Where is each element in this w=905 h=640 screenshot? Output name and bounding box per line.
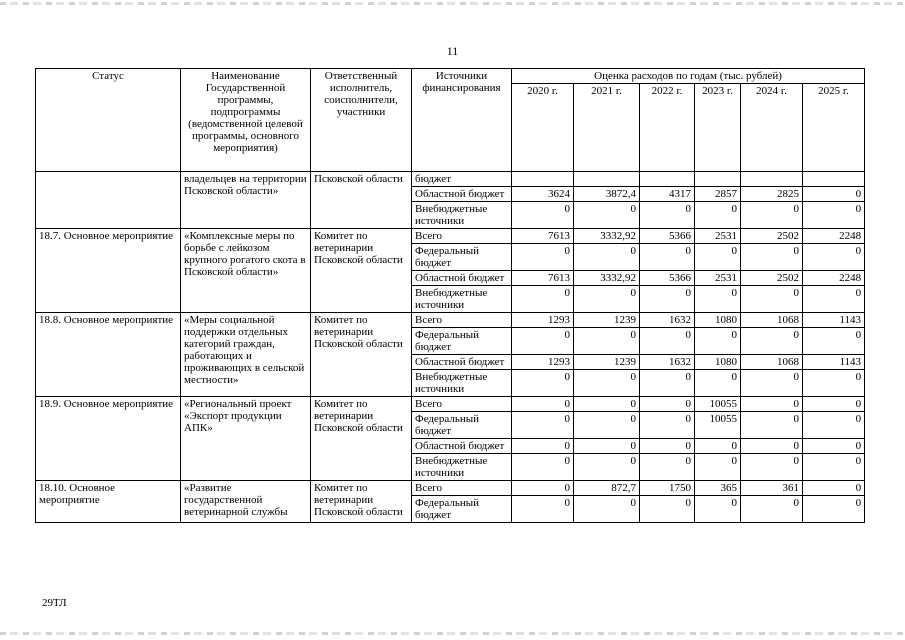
amount-cell: 2502 bbox=[741, 271, 803, 286]
amount-cell: 0 bbox=[574, 454, 640, 481]
amount-cell: 0 bbox=[640, 244, 695, 271]
amount-cell: 10055 bbox=[695, 397, 741, 412]
funding-source: Федеральный бюджет bbox=[412, 328, 512, 355]
table-row bbox=[36, 481, 865, 496]
amount-cell: 0 bbox=[574, 244, 640, 271]
amount-cell: 0 bbox=[640, 496, 695, 523]
amount-cell: 0 bbox=[640, 439, 695, 454]
amount-cell: 0 bbox=[803, 454, 865, 481]
table-row bbox=[36, 229, 865, 244]
amount-cell: 3872,4 bbox=[574, 187, 640, 202]
amount-cell: 0 bbox=[695, 202, 741, 229]
amount-cell: 1632 bbox=[640, 313, 695, 328]
amount-cell: 0 bbox=[741, 370, 803, 397]
group-status: 18.8. Основное мероприятие bbox=[36, 313, 181, 397]
funding-source: Федеральный бюджет bbox=[412, 412, 512, 439]
amount-cell: 3332,92 bbox=[574, 229, 640, 244]
amount-cell: 0 bbox=[741, 328, 803, 355]
header-sources: Источники финансирования bbox=[412, 69, 512, 172]
group-responsible: Комитет по ветеринарии Псковской области bbox=[311, 313, 412, 397]
amount-cell: 1080 bbox=[695, 355, 741, 370]
amount-cell: 0 bbox=[803, 481, 865, 496]
funding-source: Всего bbox=[412, 481, 512, 496]
amount-cell: 0 bbox=[512, 439, 574, 454]
amount-cell: 0 bbox=[741, 439, 803, 454]
amount-cell: 0 bbox=[512, 244, 574, 271]
amount-cell: 0 bbox=[803, 397, 865, 412]
amount-cell: 0 bbox=[803, 328, 865, 355]
amount-cell: 0 bbox=[574, 412, 640, 439]
scan-artifact-bottom bbox=[0, 632, 905, 635]
amount-cell: 0 bbox=[695, 370, 741, 397]
amount-cell: 0 bbox=[741, 496, 803, 523]
amount-cell: 2502 bbox=[741, 229, 803, 244]
amount-cell: 0 bbox=[512, 412, 574, 439]
header-responsible: Ответственный исполнитель, соисполнители, участники bbox=[311, 69, 412, 172]
amount-cell: 0 bbox=[640, 397, 695, 412]
funding-source: Областной бюджет bbox=[412, 439, 512, 454]
amount-cell: 4317 bbox=[640, 187, 695, 202]
amount-cell: 0 bbox=[803, 412, 865, 439]
amount-cell: 3332,92 bbox=[574, 271, 640, 286]
header-status: Статус bbox=[36, 69, 181, 172]
group-name: «Региональный проект «Экспорт продукции АПК» bbox=[181, 397, 311, 481]
header-year: 2020 г. bbox=[512, 84, 574, 172]
amount-cell bbox=[512, 172, 574, 187]
amount-cell: 0 bbox=[640, 454, 695, 481]
amount-cell: 0 bbox=[512, 397, 574, 412]
amount-cell: 0 bbox=[640, 286, 695, 313]
amount-cell: 0 bbox=[512, 481, 574, 496]
header-year: 2023 г. bbox=[695, 84, 741, 172]
group-responsible: Комитет по ветеринарии Псковской области bbox=[311, 481, 412, 523]
funding-source: Областной бюджет bbox=[412, 355, 512, 370]
funding-source: Внебюджетные источники bbox=[412, 454, 512, 481]
funding-source: Внебюджетные источники bbox=[412, 286, 512, 313]
amount-cell: 0 bbox=[512, 328, 574, 355]
funding-source: Федеральный бюджет bbox=[412, 496, 512, 523]
amount-cell: 0 bbox=[695, 496, 741, 523]
amount-cell: 2531 bbox=[695, 271, 741, 286]
amount-cell: 1068 bbox=[741, 355, 803, 370]
amount-cell: 0 bbox=[695, 328, 741, 355]
amount-cell: 0 bbox=[574, 397, 640, 412]
budget-table bbox=[35, 68, 865, 523]
amount-cell: 1293 bbox=[512, 313, 574, 328]
amount-cell: 0 bbox=[741, 412, 803, 439]
amount-cell: 0 bbox=[640, 202, 695, 229]
amount-cell: 1080 bbox=[695, 313, 741, 328]
group-responsible: Комитет по ветеринарии Псковской области bbox=[311, 397, 412, 481]
amount-cell: 1143 bbox=[803, 355, 865, 370]
header-year: 2024 г. bbox=[741, 84, 803, 172]
amount-cell: 0 bbox=[512, 454, 574, 481]
group-status: 18.10. Основное мероприятие bbox=[36, 481, 181, 523]
footer-code: 29ТЛ bbox=[42, 597, 67, 609]
funding-source: Внебюджетные источники bbox=[412, 370, 512, 397]
amount-cell: 365 bbox=[695, 481, 741, 496]
amount-cell: 1143 bbox=[803, 313, 865, 328]
amount-cell: 7613 bbox=[512, 271, 574, 286]
amount-cell: 0 bbox=[803, 187, 865, 202]
funding-source: Всего bbox=[412, 397, 512, 412]
amount-cell: 0 bbox=[741, 286, 803, 313]
header-costs: Оценка расходов по годам (тыс. рублей) bbox=[512, 69, 865, 84]
amount-cell: 0 bbox=[741, 244, 803, 271]
funding-source: Внебюджетные источники bbox=[412, 202, 512, 229]
amount-cell: 0 bbox=[695, 244, 741, 271]
amount-cell bbox=[695, 172, 741, 187]
table-row bbox=[36, 172, 865, 187]
amount-cell: 5366 bbox=[640, 271, 695, 286]
table-row bbox=[36, 397, 865, 412]
funding-source: бюджет bbox=[412, 172, 512, 187]
amount-cell: 0 bbox=[803, 370, 865, 397]
group-responsible: Комитет по ветеринарии Псковской области bbox=[311, 229, 412, 313]
amount-cell: 7613 bbox=[512, 229, 574, 244]
group-responsible: Псковской области bbox=[311, 172, 412, 229]
amount-cell: 361 bbox=[741, 481, 803, 496]
amount-cell: 0 bbox=[512, 202, 574, 229]
group-name: «Меры социальной поддержки отдельных категорий граждан, работающих и проживающих в сельской местности» bbox=[181, 313, 311, 397]
amount-cell: 0 bbox=[803, 244, 865, 271]
amount-cell: 0 bbox=[574, 370, 640, 397]
amount-cell: 0 bbox=[574, 439, 640, 454]
amount-cell: 872,7 bbox=[574, 481, 640, 496]
amount-cell: 1632 bbox=[640, 355, 695, 370]
funding-source: Всего bbox=[412, 229, 512, 244]
amount-cell bbox=[574, 172, 640, 187]
amount-cell: 0 bbox=[741, 454, 803, 481]
amount-cell: 0 bbox=[741, 397, 803, 412]
amount-cell: 0 bbox=[640, 412, 695, 439]
amount-cell: 0 bbox=[695, 439, 741, 454]
amount-cell: 0 bbox=[741, 202, 803, 229]
amount-cell: 0 bbox=[695, 286, 741, 313]
group-status: 18.7. Основное мероприятие bbox=[36, 229, 181, 313]
group-name: «Развитие государственной ветеринарной службы bbox=[181, 481, 311, 523]
amount-cell: 0 bbox=[574, 286, 640, 313]
header-year: 2021 г. bbox=[574, 84, 640, 172]
group-name: «Комплексные меры по борьбе с лейкозом крупного рогатого скота в Псковской области» bbox=[181, 229, 311, 313]
amount-cell: 0 bbox=[512, 286, 574, 313]
amount-cell: 0 bbox=[803, 496, 865, 523]
amount-cell: 0 bbox=[803, 439, 865, 454]
amount-cell: 10055 bbox=[695, 412, 741, 439]
scan-artifact-top bbox=[0, 2, 905, 5]
amount-cell: 0 bbox=[512, 496, 574, 523]
header-name: Наименование Государственной программы, подпрограммы (ведомственной целевой программы, основного мероприятия) bbox=[181, 69, 311, 172]
amount-cell: 1068 bbox=[741, 313, 803, 328]
group-status bbox=[36, 172, 181, 229]
funding-source: Всего bbox=[412, 313, 512, 328]
funding-source: Областной бюджет bbox=[412, 187, 512, 202]
amount-cell: 0 bbox=[803, 202, 865, 229]
amount-cell: 2248 bbox=[803, 271, 865, 286]
amount-cell: 2248 bbox=[803, 229, 865, 244]
header-year: 2025 г. bbox=[803, 84, 865, 172]
funding-source: Областной бюджет bbox=[412, 271, 512, 286]
amount-cell: 1750 bbox=[640, 481, 695, 496]
amount-cell: 0 bbox=[640, 370, 695, 397]
amount-cell: 2531 bbox=[695, 229, 741, 244]
amount-cell: 0 bbox=[640, 328, 695, 355]
group-name: владельцев на территории Псковской области» bbox=[181, 172, 311, 229]
amount-cell: 0 bbox=[574, 202, 640, 229]
amount-cell: 0 bbox=[574, 328, 640, 355]
amount-cell: 3624 bbox=[512, 187, 574, 202]
amount-cell: 0 bbox=[574, 496, 640, 523]
page-number: 11 bbox=[446, 44, 459, 58]
amount-cell: 1239 bbox=[574, 313, 640, 328]
amount-cell: 2825 bbox=[741, 187, 803, 202]
amount-cell bbox=[803, 172, 865, 187]
amount-cell bbox=[640, 172, 695, 187]
header-year: 2022 г. bbox=[640, 84, 695, 172]
table-row bbox=[36, 313, 865, 328]
amount-cell: 2857 bbox=[695, 187, 741, 202]
amount-cell: 5366 bbox=[640, 229, 695, 244]
amount-cell: 0 bbox=[803, 286, 865, 313]
amount-cell: 1239 bbox=[574, 355, 640, 370]
group-status: 18.9. Основное мероприятие bbox=[36, 397, 181, 481]
amount-cell bbox=[741, 172, 803, 187]
amount-cell: 0 bbox=[512, 370, 574, 397]
amount-cell: 1293 bbox=[512, 355, 574, 370]
funding-source: Федеральный бюджет bbox=[412, 244, 512, 271]
amount-cell: 0 bbox=[695, 454, 741, 481]
